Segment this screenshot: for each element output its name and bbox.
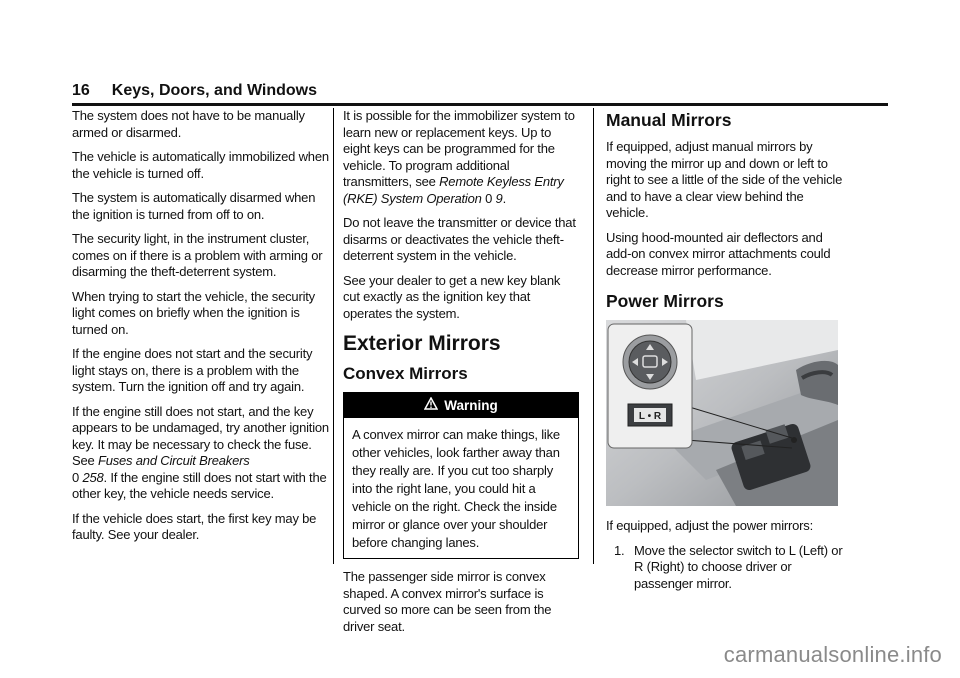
- paragraph-text: It is possible for the immobilizer system to learn new or replacement keys. Up to eight keys can be programmed for the vehicle. To program additional transmitters, see: [343, 108, 575, 189]
- paragraph: The system does not have to be manually armed or disarmed.: [72, 108, 305, 140]
- power-mirror-switch-photo: [606, 320, 838, 506]
- paragraph: [343, 108, 579, 207]
- watermark: carmanualsonline.info: [723, 642, 942, 667]
- page-number: 16: [72, 82, 90, 99]
- paragraph-text: If the engine still does not start, and the key appears to be undamaged, try another ignition key. It may be necessary to check the fuse. See: [72, 403, 329, 468]
- warning-icon: [424, 397, 438, 413]
- page-ref[interactable]: 258: [82, 469, 104, 485]
- cross-reference-link[interactable]: Remote Keyless Entry (RKE) System Operation: [343, 174, 564, 206]
- section-heading: Manual Mirrors: [606, 110, 732, 130]
- paragraph: If the vehicle does start, the first key may be faulty. See your dealer.: [72, 510, 317, 542]
- list-item: [606, 543, 848, 601]
- paragraph-text: . If the engine still does not start with the other key, the vehicle needs service.: [72, 469, 327, 501]
- subsection-heading: Convex Mirrors: [343, 364, 468, 383]
- switch-label: L • R: [638, 411, 662, 422]
- page-header: [72, 82, 888, 106]
- paragraph: The vehicle is automatically immobilized when the vehicle is turned off.: [72, 149, 329, 181]
- paragraph: [72, 404, 330, 503]
- paragraph: The system is automatically disarmed when the ignition is turned from off to on.: [72, 190, 316, 222]
- paragraph-text: .: [502, 190, 506, 206]
- page-ref[interactable]: 9: [495, 190, 503, 206]
- section-title: Keys, Doors, and Windows: [111, 82, 318, 99]
- paragraph: See your dealer to get a new key blank cut exactly as the ignition key that operates the system.: [343, 272, 561, 321]
- column-2: [343, 108, 579, 643]
- section-heading: Power Mirrors: [606, 291, 724, 311]
- page-ref-arrow-icon: 0: [72, 469, 80, 485]
- paragraph: If the engine does not start and the security light stays on, there is a problem with the system. Turn the ignition off and try again.: [72, 346, 313, 394]
- paragraph: The security light, in the instrument cluster, comes on if there is a problem with arming or disarming the theft-deterrent system.: [72, 231, 323, 279]
- step-number: 1.: [614, 542, 625, 558]
- warning-header: [344, 393, 578, 418]
- paragraph: When trying to start the vehicle, the security light comes on briefly when the ignition is turned on.: [72, 288, 315, 337]
- paragraph: Do not leave the transmitter or device that disarms or deactivates the vehicle theft-deterrent system in the vehicle.: [343, 215, 576, 263]
- paragraph: If equipped, adjust the power mirrors:: [606, 518, 814, 533]
- column-3: [606, 108, 848, 600]
- step-text: Move the selector switch to L (Left) or R (Right) to choose driver or passenger mirror.: [634, 542, 843, 591]
- paragraph: If equipped, adjust manual mirrors by moving the mirror up and down or left to right to see a little of the side of the vehicle and to have a clear view behind the vehicle.: [606, 139, 843, 220]
- paragraph: The passenger side mirror is convex shaped. A convex mirror's surface is curved so more can be seen from the driver seat.: [343, 569, 552, 634]
- warning-text: A convex mirror can make things, like other vehicles, look farther away than they really are. If you cut too sharply into the right lane, you could hit a vehicle on the right. Check the inside mirror or glance over your shoulder before changing lanes.: [352, 427, 560, 550]
- warning-title: Warning: [444, 398, 498, 413]
- paragraph: Using hood-mounted air deflectors and add-on convex mirror attachments could decrease mirror performance.: [606, 229, 831, 278]
- column-divider: [333, 108, 334, 564]
- page-ref-arrow-icon: 0: [485, 190, 493, 206]
- cross-reference-link[interactable]: Fuses and Circuit Breakers: [97, 453, 250, 468]
- section-heading: Exterior Mirrors: [343, 332, 501, 355]
- warning-box: [343, 392, 579, 559]
- column-1: [72, 108, 330, 552]
- column-divider: [593, 108, 594, 564]
